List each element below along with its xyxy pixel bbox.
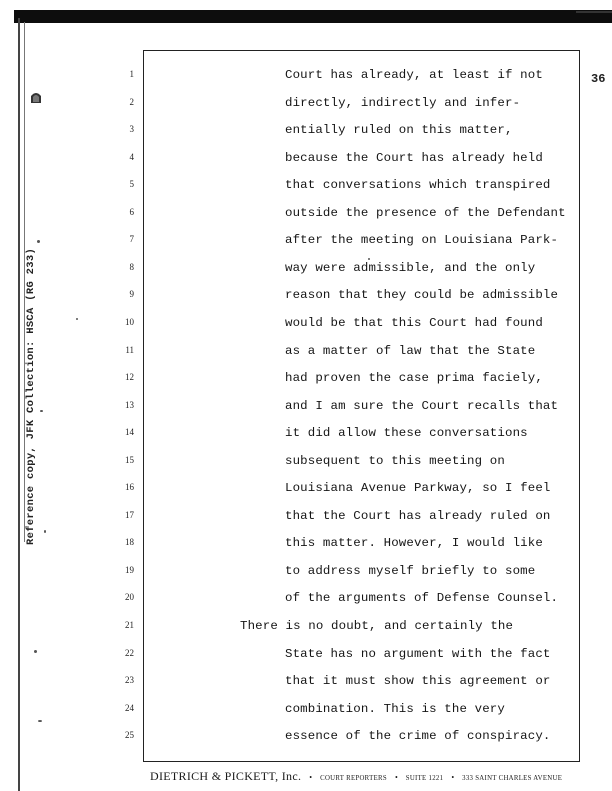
line-number: 9 xyxy=(129,289,134,300)
transcript-line: that conversations which transpired xyxy=(285,178,551,193)
transcript-line: entially ruled on this matter, xyxy=(285,123,513,138)
footer-separator: • xyxy=(394,773,398,782)
transcript-line: Court has already, at least if not xyxy=(285,68,543,82)
scan-speck xyxy=(368,258,370,260)
transcript-line: because the Court has already held xyxy=(285,150,543,165)
line-number: 12 xyxy=(125,372,134,383)
line-number: 15 xyxy=(125,454,134,465)
transcript-line: had proven the case prima faciely, xyxy=(285,371,543,386)
line-number: 7 xyxy=(129,234,134,245)
footer-separator: • xyxy=(309,773,313,782)
line-number: 21 xyxy=(125,620,134,630)
line-number: 25 xyxy=(125,730,134,741)
scan-speck xyxy=(44,530,46,533)
transcript-line: outside the presence of the Defendant xyxy=(285,205,566,220)
line-number: 10 xyxy=(125,316,134,327)
footer-suite: SUITE 1221 xyxy=(405,775,444,782)
line-number: 11 xyxy=(125,344,134,355)
transcript-line: would be that this Court had found xyxy=(285,315,543,330)
transcript-line: essence of the crime of conspiracy. xyxy=(285,729,551,744)
line-number: 20 xyxy=(125,592,134,603)
line-number: 17 xyxy=(125,509,134,520)
transcript-line: it did allow these conversations xyxy=(285,426,528,441)
footer-address: 333 SAINT CHARLES AVENUE xyxy=(462,775,563,782)
transcript-line: after the meeting on Louisiana Park- xyxy=(285,233,559,248)
line-number: 6 xyxy=(129,206,134,217)
line-number: 4 xyxy=(129,151,134,162)
transcript-line: that the Court has already ruled on xyxy=(285,508,551,523)
line-number: 3 xyxy=(129,124,134,135)
top-scan-bar xyxy=(14,10,612,23)
footer-service: COURT REPORTERS xyxy=(320,775,387,782)
line-number: 8 xyxy=(129,261,134,272)
page-number: 36 xyxy=(591,72,606,86)
archive-stamp: Reference copy, JFK Collection: HSCA (RG 233) xyxy=(25,247,37,545)
transcript-line: that it must show this agreement or xyxy=(285,674,551,689)
line-number: 24 xyxy=(125,702,134,713)
line-number: 1 xyxy=(129,69,134,79)
line-number: 5 xyxy=(129,179,134,190)
transcript-line: way were admissible, and the only xyxy=(285,260,536,275)
left-margin-rule xyxy=(18,18,20,791)
scan-speck xyxy=(40,410,43,412)
transcript-line: to address myself briefly to some xyxy=(285,563,536,578)
footer-firm: DIETRICH & PICKETT, Inc. xyxy=(150,769,302,783)
line-number: 18 xyxy=(125,537,134,548)
line-number: 13 xyxy=(125,399,134,410)
transcript-line: this matter. However, I would like xyxy=(285,536,543,551)
footer-separator: • xyxy=(451,773,455,782)
transcript-line: of the arguments of Defense Counsel. xyxy=(285,591,559,606)
line-number: 16 xyxy=(125,482,134,493)
top-corner-mark xyxy=(576,0,612,13)
scan-speck xyxy=(76,318,78,320)
line-number: 19 xyxy=(125,564,134,575)
page-footer xyxy=(150,767,562,785)
transcript-line: reason that they could be admissible xyxy=(285,288,559,303)
line-number: 23 xyxy=(125,675,134,686)
scan-speck xyxy=(34,650,37,653)
transcript-line: as a matter of law that the State xyxy=(285,343,536,358)
transcript-line: and I am sure the Court recalls that xyxy=(285,398,559,413)
transcript-line: There is no doubt, and certainly the xyxy=(240,619,514,633)
line-number: 14 xyxy=(125,427,134,438)
transcript-line: combination. This is the very xyxy=(285,701,505,716)
seal-icon xyxy=(30,90,42,104)
scan-speck xyxy=(37,240,40,243)
transcript-line: State has no argument with the fact xyxy=(285,646,551,661)
scan-speck xyxy=(38,720,42,722)
line-number: 22 xyxy=(125,647,134,658)
line-number: 2 xyxy=(129,96,134,107)
transcript-line: directly, indirectly and infer- xyxy=(285,95,521,110)
transcript-line: Louisiana Avenue Parkway, so I feel xyxy=(285,481,551,496)
transcript-line: subsequent to this meeting on xyxy=(285,453,505,468)
